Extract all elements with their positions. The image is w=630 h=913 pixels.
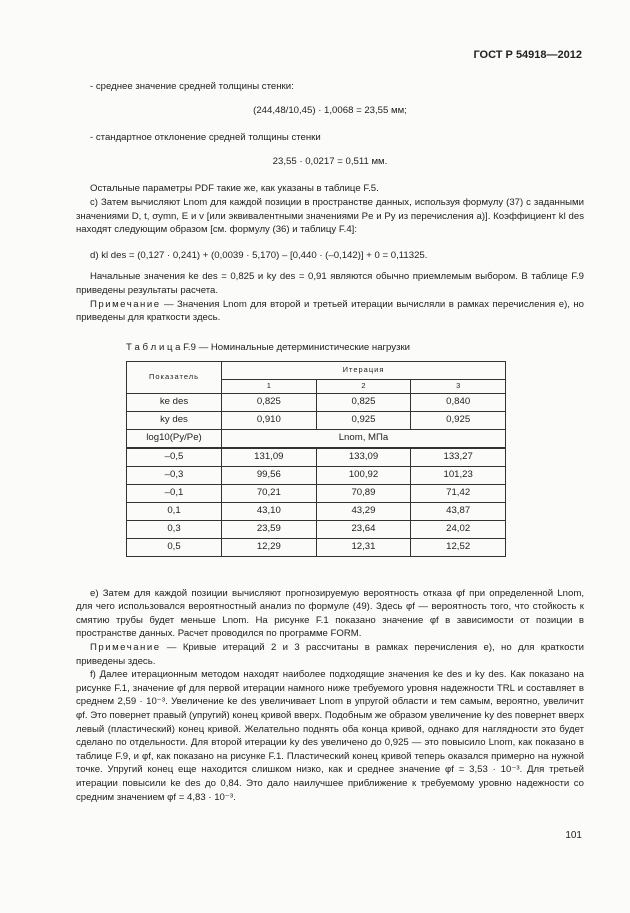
table-cell: 99,56	[222, 466, 317, 484]
note-1	[76, 298, 584, 325]
cell-ke-2: 0,825	[316, 393, 411, 411]
note-text: — Значения Lnom для второй и третьей итерации вычисляли в рамках перечисления e), но приведены для краткости здесь.	[76, 298, 584, 324]
paragraph-mean-thickness: - среднее значение средней толщины стенки:	[90, 81, 294, 92]
table-cell: 23,59	[222, 520, 317, 538]
paragraph-step-c: c) Затем вычисляют Lnom для каждой позиции в пространстве данных, используя формулу (37) с заданными значениями D, t, σymn, E и v [или эквивалентными значениями Pe и Py из перечисления a)]. Коэффициент kl des находят следующим образом [см. формулу (36) и таблицу F.4]:	[76, 197, 584, 236]
paragraph-step-e: e) Затем для каждой позиции вычисляют прогнозируемую вероятность отказа φf при определенной Lnom, для чего использовался вероятностный анализ по формуле (49). Здесь φf — вероятность того, что стойкость к смятию трубы будет меньше Lnom. На рисунке F.1 показано значение φf в зависимости от позиции в пространстве данных. Расчет проводился по программе FORM.	[76, 587, 584, 640]
table-cell: 43,29	[316, 502, 411, 520]
table-cell: 12,29	[222, 538, 317, 556]
paragraph-initial-values: Начальные значения ke des = 0,825 и ky des = 0,91 являются обычно приемлемым выбором. В таблице F.9 приведены результаты расчета.	[76, 271, 584, 297]
table-cell: 43,87	[411, 502, 506, 520]
note-label: Примечание	[90, 298, 161, 310]
cell-ky-2: 0,925	[316, 411, 411, 429]
table-cell: 43,10	[222, 502, 317, 520]
table-caption: Т а б л и ц а F.9 — Номинальные детерминистические нагрузки	[126, 341, 411, 353]
table-cell: 71,42	[411, 484, 506, 502]
table-row-x: 0,1	[127, 502, 222, 520]
note-text: — Кривые итераций 2 и 3 рассчитаны в рамках перечисления e), но для краткости приведены здесь.	[76, 641, 584, 667]
paragraph-step-d: d) kl des = (0,127 · 0,241) + (0,0039 · 5,170) – [0,440 · (–0,142)] + 0 = 0,11325.	[90, 249, 428, 261]
table-cell: 12,31	[316, 538, 411, 556]
col-header-iteration: Итерация	[222, 361, 506, 379]
table-cell: 100,92	[316, 466, 411, 484]
page-number: 101	[565, 830, 582, 841]
row-label-ky: ky des	[127, 411, 222, 429]
standard-header: ГОСТ Р 54918—2012	[473, 49, 582, 61]
document-body	[76, 80, 584, 804]
table-row-x: 0,5	[127, 538, 222, 556]
table-cell: 70,89	[316, 484, 411, 502]
table-cell: 133,27	[411, 448, 506, 467]
note-label: Примечание	[90, 641, 161, 653]
table-cell: 23,64	[316, 520, 411, 538]
row-label-ke: ke des	[127, 393, 222, 411]
iteration-2: 2	[316, 379, 411, 393]
formula-mean: (244,48/10,45) · 1,0068 = 23,55 мм;	[253, 104, 407, 116]
table-cell: 131,09	[222, 448, 317, 467]
lnom-header: Lnom, МПа	[222, 429, 506, 448]
cell-ky-1: 0,910	[222, 411, 317, 429]
table-cell: 133,09	[316, 448, 411, 467]
table-row-x: –0,3	[127, 466, 222, 484]
paragraph-step-f: f) Далее итерационным методом находят наиболее подходящие значения ke des и ky des. Как показано на рисунке F.1, значение φf для первой итерации намного ниже требуемого уровня надежности TRL и составляет в среднем 2,59 · 10⁻³. Увеличение ke des увеличивает Lnom в упругой области и тем самым, вероятно, увеличит φf. Это повернет правый (упругий) конец кривой вверх. Подобным же образом увеличение ky des повернет вверх левый (пластический) конец кривой. Желательно поднять оба конца кривой, однако для наглядности это будет сделано по отдельности. Для второй итерации ky des увеличено до 0,925 — это повысило Lnom, как показано в таблице F.9, и φf, как показано на рисунке F.1. Пластический конец кривой теперь оказался примерно на нужной точке. Упругий конец еще находится слишком низко, как и среднее значение φf = 3,53 · 10⁻³. Для третьей итерации повысили ke des до 0,84. Это дало наилучшее приближение к требуемому уровню надежности со средним значением φf = 4,83 · 10⁻³.	[76, 669, 584, 803]
col-header-parameter: Показатель	[127, 361, 222, 393]
table-f9	[126, 361, 506, 557]
table-cell: 70,21	[222, 484, 317, 502]
table-row-x: –0,5	[127, 448, 222, 467]
cell-ke-3: 0,840	[411, 393, 506, 411]
paragraph-std-thickness: - стандартное отклонение средней толщины стенки	[90, 132, 321, 144]
formula-std: 23,55 · 0,0217 = 0,511 мм.	[272, 155, 388, 167]
cell-ke-1: 0,825	[222, 393, 317, 411]
paragraph-other-params: Остальные параметры PDF такие же, как указаны в таблице F.5.	[90, 183, 379, 195]
cell-ky-3: 0,925	[411, 411, 506, 429]
table-cell: 24,02	[411, 520, 506, 538]
table-row-x: –0,1	[127, 484, 222, 502]
table-cell: 12,52	[411, 538, 506, 556]
iteration-3: 3	[411, 379, 506, 393]
table-cell: 101,23	[411, 466, 506, 484]
note-2	[76, 641, 584, 668]
table-row-x: 0,3	[127, 520, 222, 538]
iteration-1: 1	[222, 379, 317, 393]
row-label-log: log10(Py/Pe)	[127, 429, 222, 448]
